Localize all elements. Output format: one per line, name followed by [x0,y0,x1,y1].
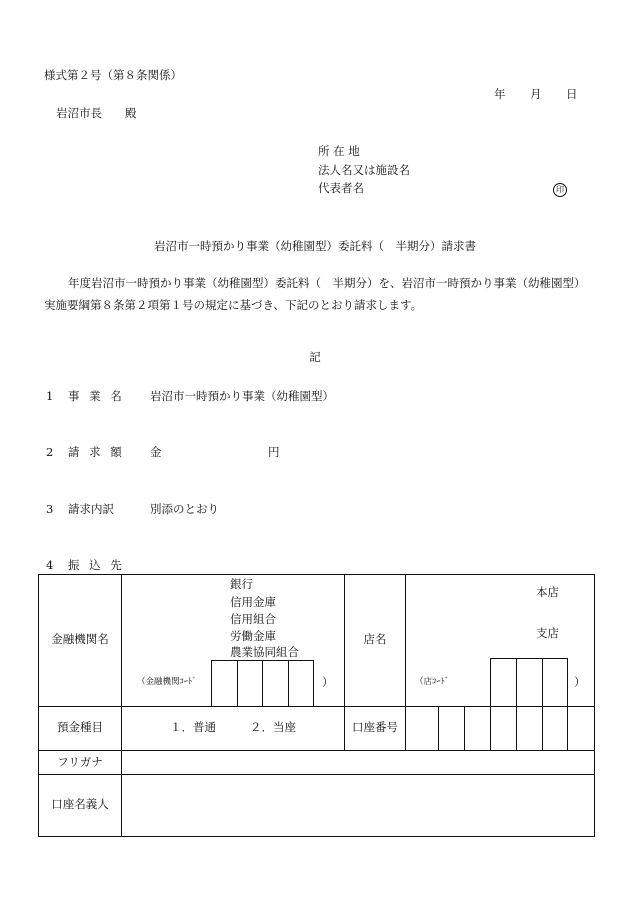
item-3-label: 請求内訳 [68,502,114,516]
ki-heading: 記 [309,350,321,364]
institution-code-label: （金融機関ｺｰﾄﾞ [137,677,197,687]
document-title: 岩沼市一時預かり事業（幼稚園型）委託料（ 半期分）請求書 [154,239,476,253]
item-4-label: 振 込 先 [68,558,125,572]
item-4-number: 4 [46,558,54,572]
addressee: 岩沼市長 殿 [56,106,137,120]
item-1-number: 1 [46,389,54,403]
item-1-label: 事 業 名 [68,389,125,403]
institution-type-shinkumi: 信用組合 [230,612,276,626]
item-2-number: 2 [46,445,54,459]
item-3-number: 3 [46,502,54,516]
institution-code-close: ） [322,675,334,689]
item-1-value: 岩沼市一時預かり事業（幼稚園型） [150,389,334,403]
branch-label: 店名 [363,632,387,646]
account-holder-label: 口座名義人 [51,797,109,811]
institution-type-bank: 銀行 [230,577,253,591]
address-label: 所 在 地 [318,144,360,158]
item-3-value: 別添のとおり [150,502,219,516]
seal-mark [553,183,567,197]
body-paragraph: 年度岩沼市一時預かり事業（幼稚園型）委託料（ 半期分）を、岩沼市一時預かり事業（幼稚園型）実施要綱第８条第２項第１号の規定に基づき、下記のとおり請求します。 [44,276,586,312]
furigana-label: フリガナ [57,755,103,769]
institution-type-rokin: 労働金庫 [230,629,276,643]
form-number: 様式第２号（第８条関係） [44,68,182,82]
institution-type-ja: 農業協同組合 [230,645,299,659]
item-2-suffix: 円 [268,445,280,459]
date-month: 月 [530,87,542,101]
item-2-label: 請 求 額 [68,445,125,459]
seal-icon: 印 [553,183,567,197]
branch-code-close: ） [574,675,586,689]
branch-main: 本店 [536,585,559,599]
deposit-option-ordinary: １．普通 [170,720,216,734]
deposit-type-label: 預金種目 [57,720,103,734]
deposit-option-current: ２．当座 [250,720,296,734]
date-day: 日 [566,87,578,101]
branch-code-label: （店ｺｰﾄﾞ [415,677,450,687]
date-year: 年 [494,87,506,101]
branch-sub: 支店 [536,626,559,640]
item-2-prefix: 金 [150,445,162,459]
name-label: 法人名又は施設名 [318,163,410,177]
account-number-label: 口座番号 [352,720,398,734]
institution-label: 金融機関名 [51,632,109,646]
representative-label: 代表者名 [318,181,364,195]
institution-type-shinkin: 信用金庫 [230,595,276,609]
